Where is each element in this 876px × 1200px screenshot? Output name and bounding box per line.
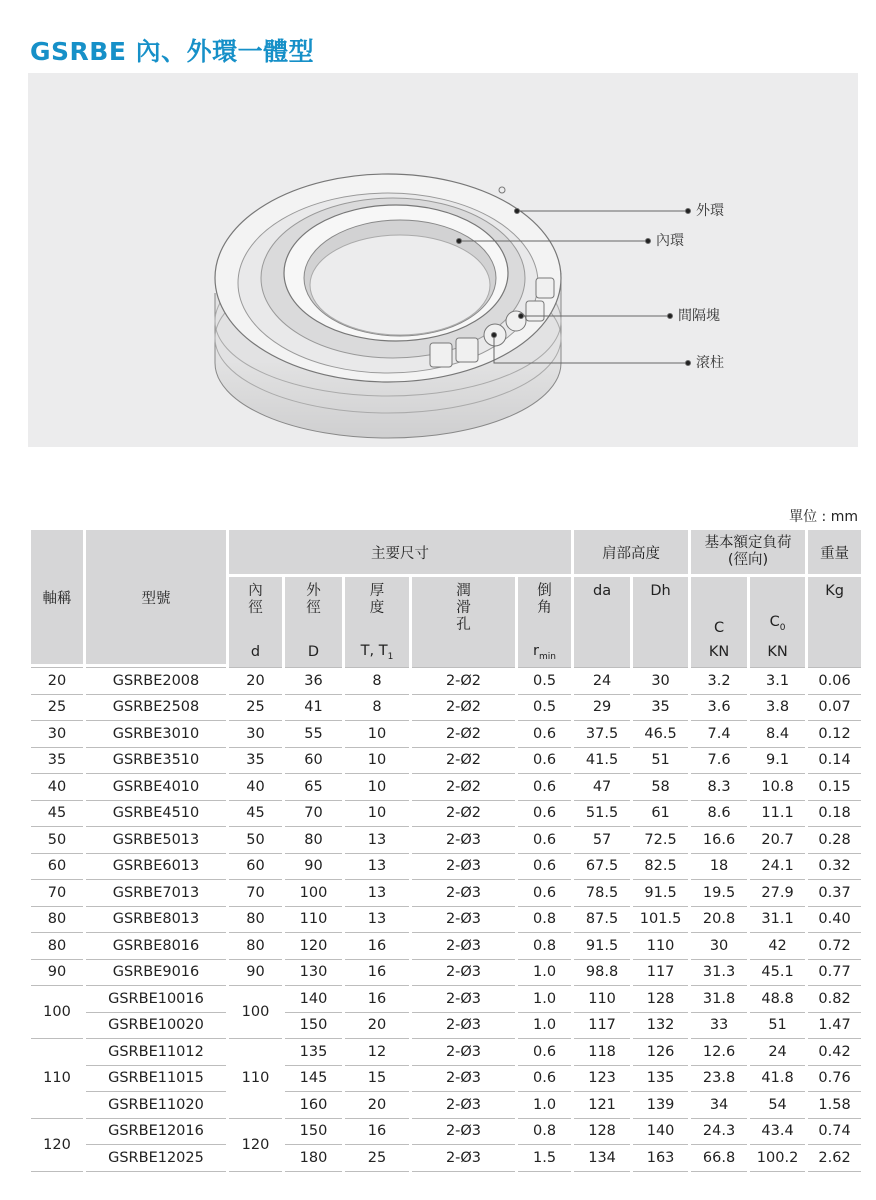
- header-weight: 重量: [808, 530, 861, 577]
- cell-model: GSRBE11015: [86, 1066, 226, 1093]
- cell-C: 19.5: [691, 880, 747, 907]
- cell-shaft: 80: [31, 907, 83, 934]
- table-row: [31, 1066, 861, 1093]
- cell-C0: 31.1: [750, 907, 805, 934]
- cell-T: 12: [345, 1039, 409, 1066]
- header-thickness-2: 度: [369, 600, 385, 616]
- cell-D: 130: [285, 960, 342, 987]
- cell-r: 1.0: [518, 960, 571, 987]
- cell-Dh: 132: [633, 1013, 688, 1040]
- cell-da: 134: [574, 1145, 630, 1172]
- cell-model: GSRBE8013: [86, 907, 226, 934]
- cell-hole: 2-Ø2: [412, 667, 515, 695]
- cell-r: 0.6: [518, 1039, 571, 1066]
- cell-shaft: 80: [31, 933, 83, 960]
- cell-hole: 2-Ø3: [412, 827, 515, 854]
- header-chamfer-1: 倒: [537, 583, 552, 599]
- cell-kg: 0.12: [808, 721, 861, 748]
- cell-D: 90: [285, 854, 342, 881]
- cell-C: 12.6: [691, 1039, 747, 1066]
- cell-C0: 45.1: [750, 960, 805, 987]
- table-row: [31, 1092, 861, 1119]
- header-lube-hole-2: 滑: [456, 600, 471, 616]
- cell-hole: 2-Ø3: [412, 1092, 515, 1119]
- cell-da: 24: [574, 667, 630, 695]
- cell-Dh: 91.5: [633, 880, 688, 907]
- page-title: GSRBE 內、外環一體型: [30, 37, 315, 66]
- cell-d: 20: [229, 667, 282, 695]
- cell-C: 3.6: [691, 695, 747, 722]
- cell-shaft: 25: [31, 695, 83, 722]
- cell-Dh: 51: [633, 748, 688, 775]
- callout-roller: 滾柱: [696, 355, 724, 371]
- cell-T: 20: [345, 1013, 409, 1040]
- header-basic-load: [691, 530, 805, 577]
- cell-kg: 1.58: [808, 1092, 861, 1119]
- cell-Dh: 101.5: [633, 907, 688, 934]
- cell-r: 0.6: [518, 880, 571, 907]
- cell-T: 10: [345, 801, 409, 828]
- cell-hole: 2-Ø3: [412, 960, 515, 987]
- cell-hole: 2-Ø3: [412, 986, 515, 1013]
- cell-shaft: 35: [31, 748, 83, 775]
- table-row: [31, 695, 861, 722]
- cell-da: 128: [574, 1119, 630, 1146]
- header-lube-hole: [412, 577, 515, 637]
- header-shaft: 軸稱: [31, 530, 83, 667]
- bearing-illustration: [28, 73, 858, 447]
- cell-r: 1.0: [518, 1092, 571, 1119]
- cell-model: GSRBE11012: [86, 1039, 226, 1066]
- cell-C: 20.8: [691, 907, 747, 934]
- cell-r: 0.6: [518, 721, 571, 748]
- cell-C: 8.6: [691, 801, 747, 828]
- cell-D: 180: [285, 1145, 342, 1172]
- table-row: [31, 986, 861, 1013]
- table-row: [31, 933, 861, 960]
- bearing-drawing: [28, 73, 858, 447]
- header-chamfer: [518, 577, 571, 637]
- cell-da: 118: [574, 1039, 630, 1066]
- cell-C: 7.6: [691, 748, 747, 775]
- cell-T: 25: [345, 1145, 409, 1172]
- cell-da: 47: [574, 774, 630, 801]
- table-row: [31, 827, 861, 854]
- header-sym-r-text: r: [533, 642, 540, 659]
- cell-da: 41.5: [574, 748, 630, 775]
- cell-Dh: 139: [633, 1092, 688, 1119]
- cell-C0: 9.1: [750, 748, 805, 775]
- cell-Dh: 82.5: [633, 854, 688, 881]
- cell-C: 16.6: [691, 827, 747, 854]
- cell-C: 24.3: [691, 1119, 747, 1146]
- cell-C0: 48.8: [750, 986, 805, 1013]
- cell-T: 16: [345, 933, 409, 960]
- cell-hole: 2-Ø2: [412, 721, 515, 748]
- cell-D: 60: [285, 748, 342, 775]
- cell-r: 0.6: [518, 748, 571, 775]
- cell-r: 1.0: [518, 986, 571, 1013]
- cell-hole: 2-Ø3: [412, 1145, 515, 1172]
- cell-Dh: 35: [633, 695, 688, 722]
- cell-kg: 0.72: [808, 933, 861, 960]
- cell-C: 33: [691, 1013, 747, 1040]
- header-inner-diameter: [229, 577, 282, 637]
- cell-model: GSRBE9016: [86, 960, 226, 987]
- header-thickness: [345, 577, 409, 637]
- header-basic-load-label: 基本額定負荷: [704, 535, 792, 551]
- cell-hole: 2-Ø3: [412, 907, 515, 934]
- cell-shaft: 40: [31, 774, 83, 801]
- cell-C0: 8.4: [750, 721, 805, 748]
- cell-hole: 2-Ø3: [412, 1013, 515, 1040]
- header-thickness-1: 厚: [369, 583, 385, 599]
- cell-da: 87.5: [574, 907, 630, 934]
- cell-hole: 2-Ø3: [412, 1119, 515, 1146]
- cell-D: 65: [285, 774, 342, 801]
- cell-Dh: 117: [633, 960, 688, 987]
- cell-da: 67.5: [574, 854, 630, 881]
- cell-d: 50: [229, 827, 282, 854]
- table-row: [31, 907, 861, 934]
- cell-T: 16: [345, 1119, 409, 1146]
- cell-model: GSRBE10016: [86, 986, 226, 1013]
- cell-model: GSRBE12016: [86, 1119, 226, 1146]
- cell-hole: 2-Ø2: [412, 774, 515, 801]
- header-chamfer-2: 角: [537, 600, 552, 616]
- cell-d: 80: [229, 907, 282, 934]
- cell-T: 15: [345, 1066, 409, 1093]
- cell-D: 150: [285, 1119, 342, 1146]
- cell-D: 55: [285, 721, 342, 748]
- cell-D: 160: [285, 1092, 342, 1119]
- cell-r: 0.5: [518, 667, 571, 695]
- cell-kg: 0.74: [808, 1119, 861, 1146]
- header-sym-C0: [750, 577, 805, 637]
- callout-outer-ring: 外環: [696, 203, 724, 219]
- cell-model: GSRBE10020: [86, 1013, 226, 1040]
- cell-kg: 0.76: [808, 1066, 861, 1093]
- header-model: 型號: [86, 530, 226, 667]
- header-main-dimensions: 主要尺寸: [229, 530, 571, 577]
- cell-model: GSRBE2008: [86, 667, 226, 695]
- cell-hole: 2-Ø3: [412, 1039, 515, 1066]
- cell-kg: 0.06: [808, 667, 861, 695]
- cell-T: 10: [345, 774, 409, 801]
- cell-C: 34: [691, 1092, 747, 1119]
- header-sym-Dh: Dh: [633, 577, 688, 667]
- cell-C: 31.3: [691, 960, 747, 987]
- cell-shaft: 45: [31, 801, 83, 828]
- header-sym-r-sub: min: [539, 651, 556, 662]
- cell-kg: 0.32: [808, 854, 861, 881]
- cell-C0: 11.1: [750, 801, 805, 828]
- cell-d: 25: [229, 695, 282, 722]
- cell-T: 13: [345, 827, 409, 854]
- cell-d: 90: [229, 960, 282, 987]
- cell-r: 0.6: [518, 801, 571, 828]
- cell-d: 120: [229, 1119, 282, 1172]
- cell-C: 31.8: [691, 986, 747, 1013]
- cell-kg: 0.82: [808, 986, 861, 1013]
- cell-C: 3.2: [691, 667, 747, 695]
- cell-D: 110: [285, 907, 342, 934]
- table-row: [31, 1119, 861, 1146]
- cell-hole: 2-Ø3: [412, 933, 515, 960]
- cell-Dh: 61: [633, 801, 688, 828]
- cell-d: 80: [229, 933, 282, 960]
- cell-T: 8: [345, 667, 409, 695]
- header-sym-D: D: [285, 637, 342, 667]
- header-sym-T-text: T, T: [360, 642, 388, 659]
- cell-D: 145: [285, 1066, 342, 1093]
- cell-kg: 0.07: [808, 695, 861, 722]
- table-row: [31, 667, 861, 695]
- cell-C0: 51: [750, 1013, 805, 1040]
- cell-r: 0.8: [518, 907, 571, 934]
- cell-kg: 0.42: [808, 1039, 861, 1066]
- cell-shaft: 110: [31, 1039, 83, 1119]
- lube-hole-drawing: [499, 187, 505, 193]
- table-row: [31, 1039, 861, 1066]
- cell-D: 120: [285, 933, 342, 960]
- cell-T: 13: [345, 880, 409, 907]
- cell-d: 30: [229, 721, 282, 748]
- header-sym-d: d: [229, 637, 282, 667]
- cell-D: 150: [285, 1013, 342, 1040]
- header-sym-T-sub: 1: [387, 651, 394, 662]
- table-row: [31, 1145, 861, 1172]
- header-sym-C0-text: C: [769, 614, 780, 631]
- cell-T: 16: [345, 986, 409, 1013]
- cell-Dh: 126: [633, 1039, 688, 1066]
- cell-shaft: 60: [31, 854, 83, 881]
- cell-kg: 0.40: [808, 907, 861, 934]
- cell-kg: 0.37: [808, 880, 861, 907]
- cell-D: 80: [285, 827, 342, 854]
- header-sym-C0-sub: 0: [779, 623, 786, 633]
- cell-C0: 3.1: [750, 667, 805, 695]
- cell-d: 110: [229, 1039, 282, 1119]
- header-sym-C: C: [691, 577, 747, 637]
- table-row: [31, 880, 861, 907]
- cell-T: 13: [345, 907, 409, 934]
- cell-kg: 0.28: [808, 827, 861, 854]
- header-sym-lube: [412, 637, 515, 667]
- unit-label: 單位 : mm: [789, 509, 858, 525]
- cell-r: 0.8: [518, 933, 571, 960]
- cell-Dh: 110: [633, 933, 688, 960]
- cell-r: 0.5: [518, 695, 571, 722]
- cell-shaft: 70: [31, 880, 83, 907]
- spec-table: [28, 530, 864, 1172]
- cell-hole: 2-Ø2: [412, 748, 515, 775]
- cell-C0: 41.8: [750, 1066, 805, 1093]
- cell-Dh: 30: [633, 667, 688, 695]
- cell-r: 0.6: [518, 1066, 571, 1093]
- cell-da: 117: [574, 1013, 630, 1040]
- header-outer-diameter-2: 徑: [306, 600, 321, 616]
- cell-hole: 2-Ø2: [412, 801, 515, 828]
- header-unit-C0: KN: [750, 637, 805, 667]
- header-sym-da: da: [574, 577, 630, 667]
- cell-C0: 20.7: [750, 827, 805, 854]
- cell-r: 1.0: [518, 1013, 571, 1040]
- cell-Dh: 135: [633, 1066, 688, 1093]
- cell-C: 23.8: [691, 1066, 747, 1093]
- cell-C: 66.8: [691, 1145, 747, 1172]
- header-outer-diameter-1: 外: [306, 583, 321, 599]
- cell-C: 18: [691, 854, 747, 881]
- cell-kg: 0.18: [808, 801, 861, 828]
- cell-d: 40: [229, 774, 282, 801]
- cell-C0: 43.4: [750, 1119, 805, 1146]
- cell-model: GSRBE12025: [86, 1145, 226, 1172]
- cell-T: 10: [345, 748, 409, 775]
- cell-da: 29: [574, 695, 630, 722]
- cell-T: 13: [345, 854, 409, 881]
- cell-C0: 100.2: [750, 1145, 805, 1172]
- cell-C0: 10.8: [750, 774, 805, 801]
- cell-C0: 24: [750, 1039, 805, 1066]
- cell-da: 51.5: [574, 801, 630, 828]
- cell-shaft: 30: [31, 721, 83, 748]
- cell-C0: 24.1: [750, 854, 805, 881]
- cell-d: 100: [229, 986, 282, 1039]
- cell-r: 0.6: [518, 774, 571, 801]
- header-basic-load-sub: (徑向): [727, 552, 769, 568]
- table-row: [31, 960, 861, 987]
- cell-da: 121: [574, 1092, 630, 1119]
- cell-hole: 2-Ø3: [412, 880, 515, 907]
- cell-r: 1.5: [518, 1145, 571, 1172]
- inner-ring-drawing: [284, 205, 508, 341]
- table-row: [31, 721, 861, 748]
- header-lube-hole-1: 潤: [456, 583, 471, 599]
- cell-da: 110: [574, 986, 630, 1013]
- table-row: [31, 1013, 861, 1040]
- cell-r: 0.8: [518, 1119, 571, 1146]
- header-outer-diameter: [285, 577, 342, 637]
- cell-d: 35: [229, 748, 282, 775]
- cell-da: 37.5: [574, 721, 630, 748]
- header-shoulder-height: 肩部高度: [574, 530, 688, 577]
- cell-C: 8.3: [691, 774, 747, 801]
- cell-kg: 0.15: [808, 774, 861, 801]
- cell-model: GSRBE7013: [86, 880, 226, 907]
- cell-model: GSRBE4010: [86, 774, 226, 801]
- callout-spacer: 間隔塊: [678, 308, 720, 324]
- table-row: [31, 748, 861, 775]
- header-sym-T: [345, 637, 409, 667]
- cell-T: 20: [345, 1092, 409, 1119]
- cell-T: 8: [345, 695, 409, 722]
- cell-da: 123: [574, 1066, 630, 1093]
- cell-D: 41: [285, 695, 342, 722]
- cell-model: GSRBE6013: [86, 854, 226, 881]
- cell-C0: 27.9: [750, 880, 805, 907]
- cell-T: 10: [345, 721, 409, 748]
- cell-kg: 1.47: [808, 1013, 861, 1040]
- cell-Dh: 46.5: [633, 721, 688, 748]
- cell-model: GSRBE4510: [86, 801, 226, 828]
- cell-hole: 2-Ø3: [412, 854, 515, 881]
- table-row: [31, 774, 861, 801]
- table-row: [31, 854, 861, 881]
- cell-C: 30: [691, 933, 747, 960]
- header-unit-C: KN: [691, 637, 747, 667]
- cell-C0: 54: [750, 1092, 805, 1119]
- callout-inner-ring: 內環: [656, 233, 684, 249]
- table-row: [31, 801, 861, 828]
- header-unit-weight: Kg: [808, 577, 861, 667]
- header-inner-diameter-2: 徑: [248, 600, 263, 616]
- cell-Dh: 140: [633, 1119, 688, 1146]
- cell-Dh: 128: [633, 986, 688, 1013]
- cell-d: 60: [229, 854, 282, 881]
- cell-hole: 2-Ø2: [412, 695, 515, 722]
- cell-kg: 0.77: [808, 960, 861, 987]
- cell-d: 70: [229, 880, 282, 907]
- cell-shaft: 120: [31, 1119, 83, 1172]
- cell-D: 100: [285, 880, 342, 907]
- cell-model: GSRBE8016: [86, 933, 226, 960]
- cell-model: GSRBE3510: [86, 748, 226, 775]
- cell-model: GSRBE2508: [86, 695, 226, 722]
- cell-r: 0.6: [518, 854, 571, 881]
- cell-da: 91.5: [574, 933, 630, 960]
- header-inner-diameter-1: 內: [248, 583, 263, 599]
- cell-Dh: 163: [633, 1145, 688, 1172]
- cell-model: GSRBE11020: [86, 1092, 226, 1119]
- cell-D: 36: [285, 667, 342, 695]
- cell-da: 78.5: [574, 880, 630, 907]
- header-lube-hole-3: 孔: [456, 617, 471, 633]
- cell-shaft: 100: [31, 986, 83, 1039]
- cell-model: GSRBE5013: [86, 827, 226, 854]
- header-sym-r: [518, 637, 571, 667]
- cell-r: 0.6: [518, 827, 571, 854]
- cell-da: 98.8: [574, 960, 630, 987]
- cell-shaft: 50: [31, 827, 83, 854]
- cell-D: 70: [285, 801, 342, 828]
- cell-C: 7.4: [691, 721, 747, 748]
- cell-shaft: 20: [31, 667, 83, 695]
- cell-Dh: 72.5: [633, 827, 688, 854]
- cell-model: GSRBE3010: [86, 721, 226, 748]
- cell-shaft: 90: [31, 960, 83, 987]
- cell-D: 135: [285, 1039, 342, 1066]
- cell-D: 140: [285, 986, 342, 1013]
- cell-d: 45: [229, 801, 282, 828]
- cell-da: 57: [574, 827, 630, 854]
- cell-kg: 0.14: [808, 748, 861, 775]
- cell-C0: 42: [750, 933, 805, 960]
- cell-hole: 2-Ø3: [412, 1066, 515, 1093]
- cell-Dh: 58: [633, 774, 688, 801]
- cell-T: 16: [345, 960, 409, 987]
- cell-kg: 2.62: [808, 1145, 861, 1172]
- cell-C0: 3.8: [750, 695, 805, 722]
